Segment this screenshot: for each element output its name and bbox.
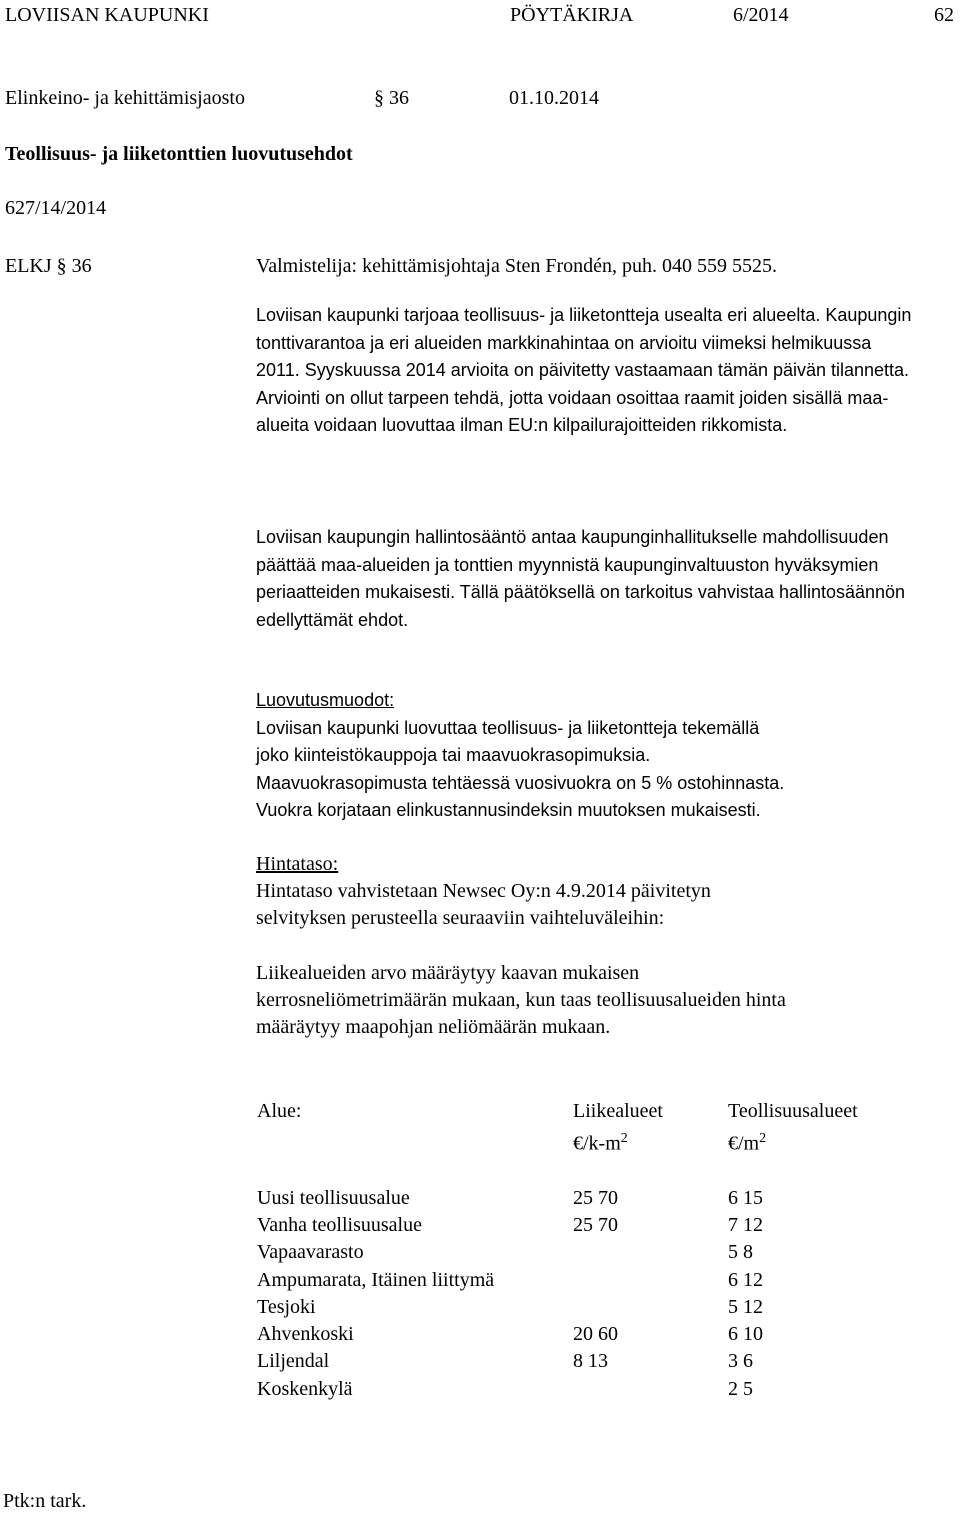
cell-area: Vanha teollisuusalue [257,1213,422,1236]
paragraph-land-offer [256,302,916,440]
unit-superscript: 2 [759,1131,767,1146]
cell-business: 25 70 [573,1213,618,1236]
table-row [257,1376,928,1403]
footer-initials: Ptk:n tark. [3,1490,87,1512]
table-row [257,1321,928,1348]
table-spacer [257,1158,928,1185]
cell-industrial: 6 15 [728,1186,763,1209]
unit-business-text: €/k-m [573,1132,621,1155]
text-line: Maavuokrasopimusta tehtäessä vuosivuokra on 5 % ostohinnasta. [256,772,785,793]
section-heading: Luovutusmuodot: [256,690,395,710]
price-table [257,1098,928,1403]
header-industrial: Teollisuusalueet [728,1100,858,1122]
table-header-row [257,1098,928,1125]
table-unit-row [257,1125,928,1158]
cell-business [573,1294,728,1321]
text-line: joko kiinteistökauppoja tai maavuokrasopimuksia. [256,745,651,765]
unit-superscript: 2 [620,1131,628,1146]
document-title: Teollisuus- ja liiketonttien luovutusehdot [5,143,353,165]
section-transfer-forms [256,687,916,825]
cell-area: Koskenkylä [257,1377,353,1400]
cell-industrial: 5 12 [728,1295,763,1318]
cell-area: Ahvenkoski [257,1323,354,1346]
text-line: Loviisan kaupunki luovuttaa teollisuus- ja liiketontteja tekemällä [256,717,760,738]
text-line: määräytyy maapohjan neliömäärän mukaan. [256,1016,611,1038]
cell-area: Ampumarata, Itäinen liittymä [257,1268,495,1291]
cell-industrial: 6 12 [728,1268,763,1291]
text-line: Hintataso vahvistetaan Newsec Oy:n 4.9.2014 päivitetyn [256,880,711,902]
text-line: selvityksen perusteella seuraaviin vaihteluväleihin: [256,907,665,929]
elkj-section: ELKJ § 36 [5,255,92,277]
header-document-type: PÖYTÄKIRJA [510,4,634,26]
unit-industrial-text: €/m [728,1132,760,1155]
cell-industrial: 3 6 [728,1350,753,1373]
table-row [257,1348,928,1375]
cell-business [573,1376,728,1403]
paragraph-administration-rule [256,524,916,634]
committee-name: Elinkeino- ja kehittämisjaosto [5,87,245,109]
section-number: § 36 [374,87,409,109]
paragraph-text: Loviisan kaupunki tarjoaa teollisuus- ja liiketontteja usealta eri alueelta. Kaupungin tonttivarantoa ja eri alueiden markkinahintaa on arvioitu viimeksi helmikuussa 2011. Syyskuussa 2014 arvioita on päivitetty vastaamaan tämän päivän tilannetta. Arviointi on ollut tarpeen tehdä, jotta voidaan osoittaa raamit joiden sisällä maa-alueita voidaan luovuttaa ilman EU:n kilpailurajoitteiden rikkomista. [256,305,912,435]
preparer-line: Valmistelija: kehittämisjohtaja Sten Frondén, puh. 040 559 5525. [256,255,778,277]
cell-area: Vapaavarasto [257,1241,364,1264]
spacer-cell [257,1158,573,1185]
spacer-cell [573,1158,728,1185]
cell-industrial: 2 5 [728,1377,753,1400]
text-line: Vuokra korjataan elinkustannusindeksin muutoksen mukaisesti. [256,800,761,820]
cell-area: Uusi teollisuusalue [257,1186,410,1209]
header-business: Liikealueet [573,1100,663,1122]
table-row [257,1294,928,1321]
cell-business: 25 70 [573,1186,618,1209]
header-city: LOVIISAN KAUPUNKI [5,4,209,26]
header-area: Alue: [257,1100,302,1122]
unit-industrial [728,1125,928,1158]
meeting-date: 01.10.2014 [509,87,599,109]
paragraph-value-basis [256,960,916,1041]
cell-business [573,1267,728,1294]
unit-empty [257,1125,573,1158]
cell-industrial: 5 8 [728,1241,753,1264]
cell-area: Tesjoki [257,1295,316,1318]
cell-business: 8 13 [573,1350,608,1373]
cell-business: 20 60 [573,1323,618,1346]
cell-area: Liljendal [257,1350,330,1373]
cell-industrial: 7 12 [728,1213,763,1236]
table-row [257,1185,928,1212]
cell-industrial: 6 10 [728,1323,763,1346]
header-document-number: 6/2014 [733,4,789,26]
section-heading: Hintataso: [256,853,339,875]
cell-business [573,1239,728,1266]
unit-business [573,1125,728,1158]
table-row [257,1239,928,1266]
reference-number: 627/14/2014 [5,197,107,219]
text-line: kerrosneliömetrimäärän mukaan, kun taas teollisuusalueiden hinta [256,989,786,1011]
spacer-cell [728,1158,928,1185]
section-price-level [256,851,916,932]
table-row [257,1267,928,1294]
paragraph-text: Loviisan kaupungin hallintosääntö antaa kaupunginhallitukselle mahdollisuuden päättää maa-alueiden ja tonttien myynnistä kaupunginvaltuuston hyväksymien periaatteiden mukaisesti. Tällä päätöksellä on tarkoitus vahvistaa hallintosäännön edellyttämät ehdot. [256,527,906,630]
header-page-number: 62 [934,4,954,26]
table-row [257,1212,928,1239]
text-line: Liikealueiden arvo määräytyy kaavan mukaisen [256,962,640,984]
